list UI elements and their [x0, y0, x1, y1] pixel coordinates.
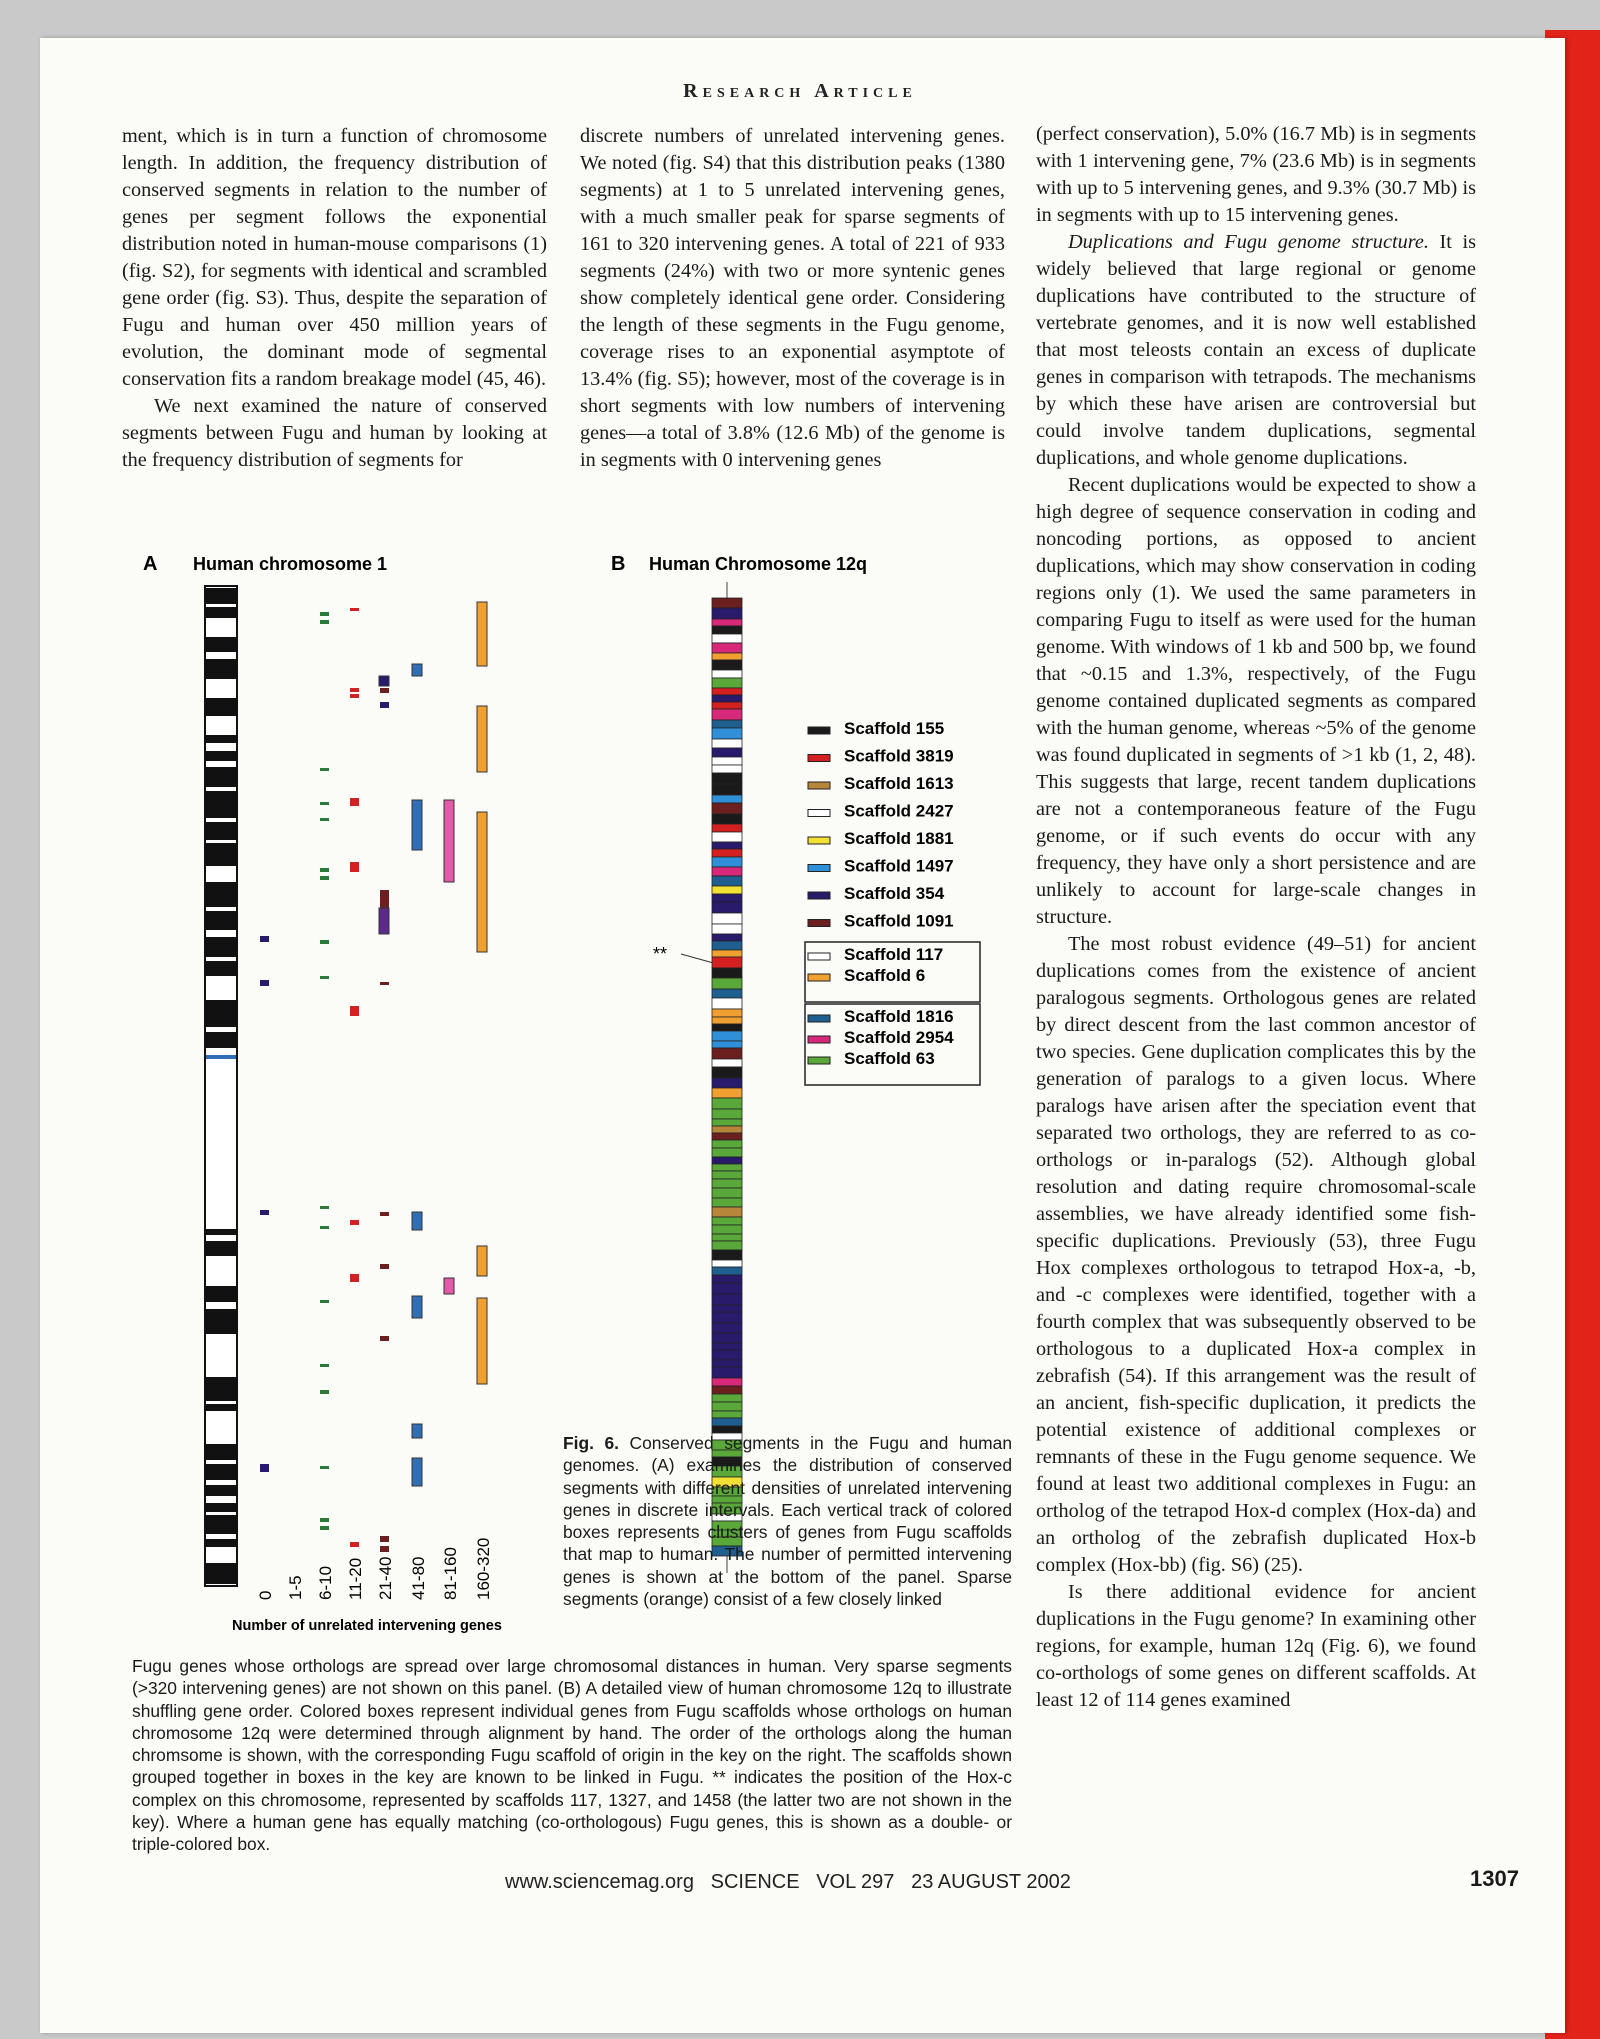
gene-box	[712, 1217, 742, 1225]
gene-box	[712, 1017, 742, 1024]
caption-label: Fig. 6.	[563, 1433, 619, 1453]
gene-box	[712, 1294, 742, 1305]
segment-mark	[380, 688, 389, 693]
gene-box	[712, 968, 742, 978]
chromosome-band	[206, 607, 236, 618]
tick-label-0: 0	[256, 1590, 275, 1600]
segment-mark	[320, 1300, 329, 1303]
legend-swatch	[808, 1036, 830, 1043]
gene-box	[712, 894, 742, 902]
gene-box	[712, 757, 742, 765]
chromosome-band	[206, 1377, 236, 1401]
gene-box	[712, 1048, 742, 1059]
gene-box	[712, 867, 742, 876]
tick-label-160-320: 160-320	[474, 1537, 493, 1600]
segment-mark	[350, 798, 359, 806]
segment-mark	[380, 702, 389, 708]
gene-box	[712, 1333, 742, 1343]
legend-swatch	[808, 727, 830, 734]
segment-mark	[320, 768, 329, 771]
segment-mark	[320, 1226, 329, 1229]
gene-box	[712, 1088, 742, 1098]
chromosome-band	[206, 588, 236, 604]
gene-box	[712, 1378, 742, 1386]
gene-box	[712, 1067, 742, 1078]
segment-mark	[350, 694, 359, 698]
legend-label: Scaffold 354	[844, 884, 945, 903]
segment-track	[477, 812, 487, 952]
gene-box	[712, 1109, 742, 1119]
gene-box	[712, 989, 742, 998]
segment-track	[477, 1246, 487, 1276]
gene-box	[712, 678, 742, 688]
panel-a-title: Human chromosome 1	[193, 554, 388, 574]
gene-box	[712, 1059, 742, 1067]
gene-box	[712, 1119, 742, 1126]
legend-swatch	[808, 974, 830, 981]
legend-label: Scaffold 3819	[844, 746, 954, 766]
gene-box	[712, 1312, 742, 1323]
tick-label-1-5: 1-5	[286, 1575, 305, 1600]
gene-box	[712, 1198, 742, 1207]
gene-box	[712, 998, 742, 1009]
gene-box	[712, 795, 742, 803]
hox-c-pointer	[681, 954, 717, 964]
segment-track	[412, 1296, 422, 1318]
footer-volume: VOL 297	[816, 1871, 895, 1893]
gene-box	[712, 1225, 742, 1234]
chromosome-band	[206, 911, 236, 930]
gene-box	[712, 1179, 742, 1188]
segment-mark	[320, 1390, 329, 1394]
segment-mark	[320, 620, 329, 624]
segment-mark	[380, 1264, 389, 1269]
legend-swatch	[808, 865, 830, 872]
gene-box	[712, 1031, 742, 1041]
chromosome-band	[206, 937, 236, 957]
chromosome-band	[206, 882, 236, 907]
col1-paragraph-2: We next examined the nature of conserved segments between Fugu and human by looking at the frequency distribution of segments for	[122, 395, 547, 471]
gene-box	[712, 1009, 742, 1017]
text-column-1	[122, 123, 547, 474]
panel-a-letter: A	[143, 553, 158, 575]
legend-swatch	[808, 755, 830, 762]
segment-mark	[260, 1464, 269, 1472]
gene-box	[712, 1350, 742, 1360]
gene-box	[712, 1275, 742, 1283]
chromosome-band	[206, 1000, 236, 1027]
legend-label: Scaffold 1497	[844, 856, 954, 876]
gene-box	[712, 653, 742, 660]
gene-box	[712, 1411, 742, 1418]
gene-box	[712, 941, 742, 950]
segment-track	[412, 664, 422, 676]
col3-paragraph-4: The most robust evidence (49–51) for ancient duplications comes from the existence of ancient paralogous segments. Orthologous genes are related by direct descent from the last common ancestor of two species. Gene duplication complicates this by the generation of paralogs to a given locus. Where paralogs have arisen after the speciation event that separated two orthologs, they are referred to as co-orthologs or in-paralogs (52). Although global resolution and dating require chromosomal-scale assemblies, we have already identified some fish-specific duplications. Previously (53), three Fugu Hox complexes orthologous to tetrapod Hox-a, -b, and -c complexes were identified, together with a fourth complex that was subsequently observed to be orthologous to a duplicated Hox-a complex in zebrafish (54). If this arrangement was the result of an ancient, fish-specific duplication, it predicts the potential existence of additional complexes or remnants of these in the Fugu genome sequence. We found at least two additional complexes in Fugu: an ortholog of the tetrapod Hox-d complex (Hox-da) and an ortholog of the zebrafish duplicated Hox-b complex (Hox-bb) (fig. S6) (25).	[1036, 933, 1476, 1576]
gene-box	[712, 978, 742, 989]
segment-mark	[320, 1518, 329, 1522]
gene-box	[712, 702, 742, 709]
legend-swatch	[808, 1057, 830, 1064]
gene-box	[712, 660, 742, 670]
col3-paragraph-3: Recent duplications would be expected to show a high degree of sequence conservation in coding and noncoding portions, as opposed to ancient duplications, which may show conservation in coding regions only (1). We used the same parameters in comparing Fugu to itself as were used for the human genome. With windows of 1 kb and 500 bp, we found that ~0.15 and 1.3%, respectively, of the Fugu genome contained duplicated segments as compared with the human genome, whereas ~5% of the genome was found duplicated in segments of >1 kb (1, 2, 48). This suggests that large, recent tandem duplications are not a contemporaneous feature of the Fugu genome, or if such events do occur with any frequency, they have only a short persistence and are unlikely to account for large-scale changes in structure.	[1036, 474, 1476, 928]
gene-box	[712, 832, 742, 842]
gene-box	[712, 1360, 742, 1367]
legend-label: Scaffold 1091	[844, 911, 954, 931]
gene-box	[712, 902, 742, 913]
legend-label: Scaffold 6	[844, 966, 926, 985]
chromosome-band	[206, 1515, 236, 1534]
gene-box	[712, 803, 742, 814]
segment-mark	[320, 1206, 329, 1209]
gene-box	[712, 1394, 742, 1402]
chromosome-band	[206, 1563, 236, 1584]
gene-box	[712, 1418, 742, 1426]
gene-box	[712, 634, 742, 643]
gene-box	[712, 720, 742, 728]
gene-box	[712, 1250, 742, 1260]
chromosome-band	[206, 1032, 236, 1048]
chromosome-band	[206, 751, 236, 761]
gene-box	[712, 1171, 742, 1179]
gene-box	[712, 1234, 742, 1241]
chromosome-band	[206, 659, 236, 679]
legend-swatch	[808, 953, 830, 960]
chromosome-band	[206, 637, 236, 652]
legend-label: Scaffold 117	[844, 945, 944, 964]
col3-paragraph-5: Is there additional evidence for ancient duplications in the Fugu genome? In examining other regions, for example, human 12q (Fig. 6), we found co-orthologs of some genes on different scaffolds. At least 12 of 114 genes examined	[1036, 1581, 1476, 1711]
figure-caption-part-2: Fugu genes whose orthologs are spread over large chromosomal distances in human. Very sparse segments (>320 intervening genes) are not shown on this panel. (B) A detailed view of human chromosome 12q to illustrate shuffling gene order. Colored boxes represent individual genes from Fugu scaffolds whose orthologs on human chromosome 12q were determined through alignment by hand. The order of the orthologs along the human chromsome is shown, with the corresponding Fugu scaffold of origin in the key on the right. The scaffolds shown grouped together in boxes in the key are known to be linked in Fugu. ** indicates the position of the Hox-c complex on this chromosome, represented by scaffolds 117, 1327, and 1458 (the latter two are not shown in the key). Where a human gene has equally matching (co-orthologous) Fugu genes, this is shown as a double- or triple-colored box.	[132, 1656, 1012, 1855]
segment-mark	[380, 1336, 389, 1341]
legend-label: Scaffold 2954	[844, 1028, 954, 1047]
legend-label: Scaffold 155	[844, 719, 945, 738]
col3-paragraph-2	[1036, 229, 1476, 472]
gene-box	[712, 913, 742, 924]
text-column-3	[1036, 121, 1476, 1714]
gene-box	[712, 709, 742, 720]
gene-box	[712, 924, 742, 934]
col2-paragraph-1: discrete numbers of unrelated intervening genes. We noted (fig. S4) that this distribution peaks (1380 segments) at 1 to 5 unrelated intervening genes, with a much smaller peak for sparse segments of 161 to 320 intervening genes. A total of 221 of 933 segments (24%) with two or more syntenic genes show completely identical gene order. Considering the length of these segments in the Fugu genome, coverage rises to an exponential asymptote of 13.4% (fig. S5); however, most of the coverage is in short segments with low numbers of intervening genes—a total of 3.8% (12.6 Mb) of the genome is in segments with 0 intervening genes	[580, 125, 1005, 471]
legend-label: Scaffold 1613	[844, 774, 954, 793]
segment-mark	[320, 818, 329, 821]
chromosome-band	[206, 822, 236, 840]
gene-box	[712, 670, 742, 678]
gene-box	[712, 1283, 742, 1294]
gene-box	[712, 598, 742, 608]
tick-label-21-40: 21-40	[376, 1556, 395, 1600]
tick-label-6-10: 6-10	[316, 1565, 335, 1600]
tick-label-41-80: 41-80	[409, 1556, 428, 1600]
gene-box	[712, 1323, 742, 1333]
tick-labels	[256, 1538, 493, 1600]
legend-label: Scaffold 1881	[844, 829, 954, 848]
segment-mark	[350, 1274, 359, 1282]
chromosome-band	[206, 1485, 236, 1496]
gene-box	[712, 1078, 742, 1088]
gene-box	[712, 849, 742, 857]
scaffold-legend	[805, 719, 980, 1085]
chromosome-12q-gene-bar	[712, 582, 742, 1573]
segment-mark	[320, 1526, 329, 1530]
segment-track	[412, 1424, 422, 1438]
caption-text-1: Conserved segments in the Fugu and human genomes. (A) examines the distribution of conserved segments with different densities of unrelated intervening genes in discrete intervals. Each vertical track of colored boxes represents clusters of genes from Fugu scaffolds that map to human. The number of permitted intervening genes is shown at the bottom of the panel. Sparse segments (orange) consist of a few closely linked	[563, 1433, 1012, 1610]
x-axis-label: Number of unrelated intervening genes	[232, 1618, 502, 1634]
gene-box	[712, 1367, 742, 1378]
gene-box	[712, 728, 742, 739]
gene-box	[712, 739, 742, 748]
gene-box	[712, 1140, 742, 1148]
col3-paragraph-1: (perfect conservation), 5.0% (16.7 Mb) is in segments with 1 intervening gene, 7% (23.6 Mb) is in segments with up to 5 intervening genes, and 9.3% (30.7 Mb) is in segments with up to 15 intervening genes.	[1036, 123, 1476, 226]
legend-swatch	[808, 892, 830, 899]
segment-track	[444, 1278, 454, 1294]
centromere-band	[206, 1055, 236, 1059]
segment-mark	[380, 1546, 389, 1552]
segment-mark	[350, 688, 359, 692]
segment-track	[444, 800, 454, 882]
gene-box	[712, 814, 742, 824]
gene-box	[712, 957, 742, 968]
gene-box	[712, 1343, 742, 1350]
segment-mark	[350, 1006, 359, 1016]
gene-box	[712, 1267, 742, 1275]
segment-mark	[320, 802, 329, 805]
chromosome-band	[206, 1539, 236, 1547]
gene-box	[712, 619, 742, 626]
gene-box	[712, 643, 742, 653]
legend-label: Scaffold 1816	[844, 1007, 954, 1026]
page-number: 1307	[1470, 1866, 1519, 1891]
gene-box	[712, 695, 742, 702]
segment-mark	[260, 980, 269, 986]
gene-box	[712, 1188, 742, 1198]
legend-swatch	[808, 1015, 830, 1022]
segment-mark	[260, 936, 269, 942]
gene-box	[712, 608, 742, 619]
segment-track	[379, 676, 389, 686]
segment-mark	[350, 1220, 359, 1225]
chromosome-band	[206, 1309, 236, 1334]
gene-box	[712, 1024, 742, 1031]
gene-box	[712, 1041, 742, 1048]
segment-track	[477, 1298, 487, 1384]
gene-box	[712, 1305, 742, 1312]
segment-mark	[320, 976, 329, 979]
chromosome-band	[206, 1503, 236, 1512]
chromosome-band	[206, 1229, 236, 1235]
footer-journal: SCIENCE	[710, 1871, 800, 1893]
gene-box	[712, 773, 742, 784]
segment-tracks	[260, 602, 487, 1552]
section-header: Research Article	[683, 80, 917, 102]
tick-label-11-20: 11-20	[346, 1557, 365, 1600]
segment-mark	[380, 1536, 389, 1542]
chromosome-1-ideogram	[205, 586, 237, 1586]
gene-box	[712, 824, 742, 832]
gene-box	[712, 1098, 742, 1109]
chromosome-band	[206, 1404, 236, 1411]
segment-mark	[380, 1212, 389, 1216]
col1-paragraph-1: ment, which is in turn a function of chromosome length. In addition, the frequency distribution of conserved segments in relation to the number of genes per segment follows the exponential distribution noted in human-mouse comparisons (1) (fig. S2), for segments with identical and scrambled gene order (fig. S3). Thus, despite the separation of Fugu and human over 450 million years of evolution, the dominant mode of segmental conservation fits a random breakage model (45, 46).	[122, 125, 547, 390]
legend-label: Scaffold 63	[844, 1049, 935, 1068]
gene-box	[712, 950, 742, 957]
chromosome-band	[206, 698, 236, 716]
gene-box	[712, 1402, 742, 1411]
gene-box	[712, 876, 742, 886]
footer-site: www.sciencemag.org	[505, 1871, 694, 1893]
gene-box	[712, 1133, 742, 1140]
gene-box	[712, 748, 742, 757]
panel-b-title: Human Chromosome 12q	[649, 554, 868, 574]
gene-box	[712, 842, 742, 849]
footer-date: 23 AUGUST 2002	[911, 1871, 1071, 1893]
segment-mark	[320, 876, 329, 880]
segment-track	[477, 706, 487, 772]
gene-box	[712, 688, 742, 695]
segment-track	[412, 800, 422, 850]
col3-paragraph-2-text: It is widely believed that large regional or genome duplications have contributed to the structure of vertebrate genomes, and it is now well established that most teleosts contain an excess of duplicate genes in comparison with tetrapods. The mechanisms by which these have arisen are controversial but could involve tandem duplications, segmental duplications, and whole genome duplications.	[1036, 231, 1476, 469]
chromosome-band	[206, 961, 236, 976]
chromosome-band	[206, 1241, 236, 1256]
segment-mark	[350, 862, 359, 872]
section-subheading: Duplications and Fugu genome structure.	[1068, 231, 1429, 253]
chromosome-band	[206, 791, 236, 818]
gene-box	[712, 1241, 742, 1250]
chromosome-band	[206, 843, 236, 866]
segment-mark	[320, 940, 329, 944]
gene-box	[712, 765, 742, 773]
hox-c-marker: **	[653, 944, 668, 964]
figure-caption-part-1	[563, 1432, 1012, 1610]
gene-box	[712, 626, 742, 634]
segment-mark	[260, 1210, 269, 1215]
segment-mark	[350, 1542, 359, 1547]
legend-swatch	[808, 837, 830, 844]
segment-mark	[320, 868, 329, 872]
segment-mark	[320, 612, 329, 616]
gene-box	[712, 857, 742, 867]
gene-box	[712, 1386, 742, 1394]
tick-label-81-160: 81-160	[441, 1547, 460, 1600]
chromosome-band	[206, 1464, 236, 1480]
panel-b-letter: B	[611, 553, 626, 575]
chromosome-band	[206, 1286, 236, 1302]
gene-box	[712, 1126, 742, 1133]
segment-track	[379, 908, 389, 934]
segment-track	[477, 602, 487, 666]
gene-box	[712, 1148, 742, 1157]
text-column-2	[580, 123, 1005, 474]
segment-mark	[350, 608, 359, 611]
gene-box	[712, 1260, 742, 1267]
gene-box	[712, 784, 742, 795]
gene-box	[712, 934, 742, 941]
legend-label: Scaffold 2427	[844, 801, 954, 821]
chromosome-band	[206, 767, 236, 787]
chromosome-band	[206, 735, 236, 743]
gene-box	[712, 886, 742, 894]
legend-swatch	[808, 810, 830, 817]
gene-box	[712, 1207, 742, 1217]
gene-box	[712, 1157, 742, 1164]
segment-mark	[320, 1466, 329, 1469]
page-footer	[505, 1871, 1071, 1894]
segment-track	[412, 1458, 422, 1486]
segment-track	[412, 1212, 422, 1230]
legend-swatch	[808, 920, 830, 927]
chromosome-band	[206, 1444, 236, 1460]
legend-swatch	[808, 782, 830, 789]
segment-mark	[320, 1364, 329, 1367]
gene-box	[712, 1164, 742, 1171]
segment-mark	[380, 982, 389, 985]
